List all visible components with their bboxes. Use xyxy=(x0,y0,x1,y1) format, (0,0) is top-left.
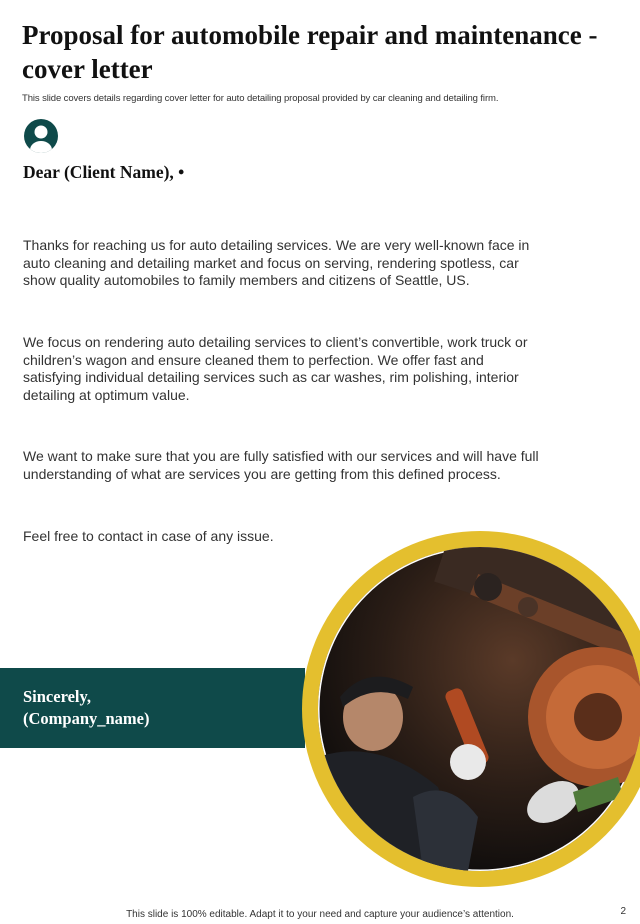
closing-text: Sincerely, xyxy=(23,687,91,706)
photo-illustration xyxy=(318,547,640,871)
letter-paragraph: Feel free to contact in case of any issue. xyxy=(23,528,274,544)
page-title: Proposal for automobile repair and maintenance - cover letter xyxy=(22,20,598,84)
letter-greeting: Dear (Client Name), • xyxy=(23,162,185,182)
page-number: 2 xyxy=(620,906,626,917)
signoff-banner xyxy=(0,668,305,748)
mechanic-under-car-photo xyxy=(318,547,640,871)
page-subtitle: This slide covers details regarding cover letter for auto detailing proposal provided by car cleaning and detailing firm. xyxy=(22,93,499,104)
letter-paragraph: Thanks for reaching us for auto detailing services. We are very well-known face in auto cleaning and detailing market and focus on serving, rendering spotless, car show quality automobiles to family members and citizens of Seattle, US. xyxy=(23,237,530,288)
company-name: (Company_name) xyxy=(23,709,150,728)
letter-paragraph: We focus on rendering auto detailing services to client’s convertible, work truck or children’s wagon and ensure cleaned them to perfection. We offer fast and satisfying individual detailing services such as car washes, rim polishing, interior detailing at optimum value. xyxy=(23,334,528,403)
letter-paragraph: We want to make sure that you are fully satisfied with our services and will have full understanding of what are services you are getting from this defined process. xyxy=(23,448,539,482)
footer-note: This slide is 100% editable. Adapt it to your need and capture your audience’s attention. xyxy=(126,909,514,920)
user-icon xyxy=(24,119,58,153)
